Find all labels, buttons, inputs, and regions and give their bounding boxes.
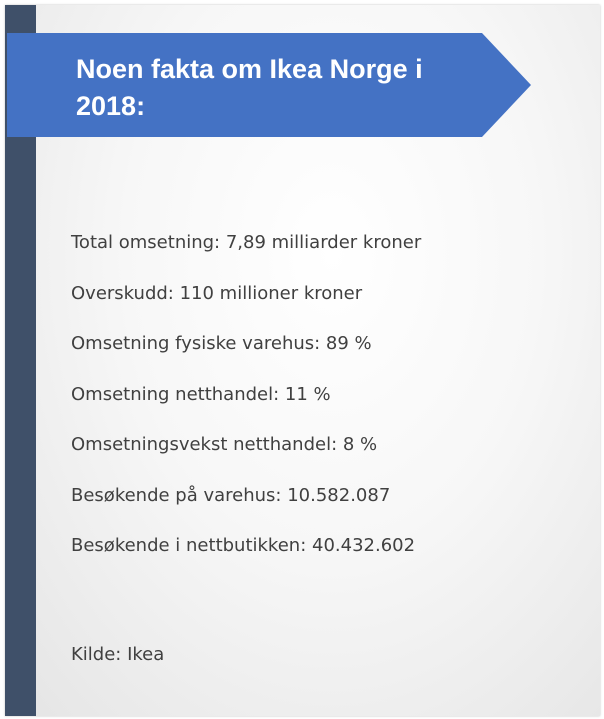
fact-online-revenue-share: Omsetning netthandel: 11 % bbox=[71, 383, 331, 405]
title-banner bbox=[7, 33, 531, 137]
fact-online-growth: Omsetningsvekst netthandel: 8 % bbox=[71, 434, 378, 455]
fact-total-revenue: Total omsetning: 7,89 milliarder kroner bbox=[71, 232, 422, 253]
facts-list bbox=[71, 231, 421, 585]
page-title: Noen fakta om Ikea Norge i 2018: bbox=[76, 54, 423, 121]
source-note: Kilde: Ikea bbox=[71, 644, 165, 665]
fact-store-revenue-share: Omsetning fysiske varehus: 89 % bbox=[71, 333, 372, 354]
fact-online-visitors: Besøkende i nettbutikken: 40.432.602 bbox=[71, 535, 416, 556]
info-card bbox=[5, 5, 600, 716]
fact-store-visitors: Besøkende på varehus: 10.582.087 bbox=[71, 484, 391, 506]
fact-profit: Overskudd: 110 millioner kroner bbox=[71, 282, 363, 304]
